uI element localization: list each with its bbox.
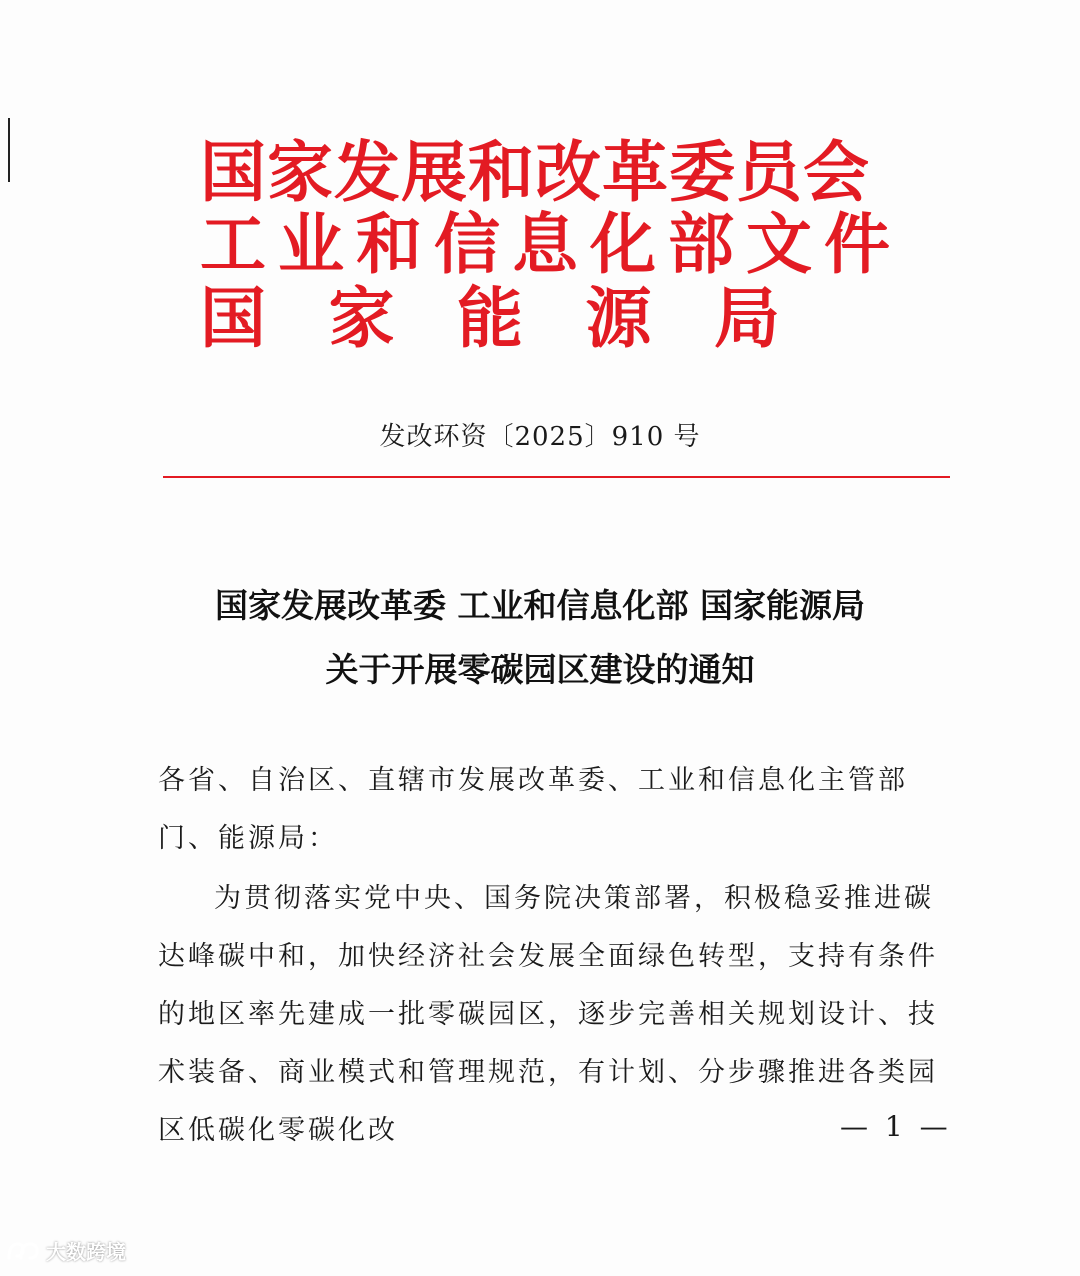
- issuer-line-2: 工业和信息化部文件: [200, 205, 902, 283]
- issuer-line-3-char: 国: [200, 279, 266, 357]
- issuer-line-3-char: 家: [328, 279, 395, 357]
- margin-mark: [8, 118, 10, 182]
- issuer-line-3-char: 局: [714, 279, 780, 357]
- notice-title-line-2: 关于开展零碳园区建设的通知: [325, 650, 755, 689]
- watermark-text: 大数跨境: [46, 1240, 126, 1264]
- brand-logo-icon: [6, 1238, 40, 1264]
- issuer-line-3: [200, 279, 780, 357]
- issuer-line-3-char: 源: [585, 279, 652, 357]
- document-number: 发改环资〔2025〕910 号: [379, 422, 701, 452]
- page-number: — 1 —: [840, 1110, 952, 1143]
- issuer-line-1: 国家发展和改革委员会: [200, 133, 870, 211]
- issuer-line-3-char: 能: [457, 279, 523, 357]
- watermark: [6, 1236, 126, 1265]
- salutation: 各省、自治区、直辖市发展改革委、工业和信息化主管部门、能源局：: [158, 765, 908, 854]
- red-divider: [163, 476, 950, 478]
- body-paragraph: 为贯彻落实党中央、国务院决策部署，积极稳妥推进碳达峰碳中和，加快经济社会发展全面绿色转型，支持有条件的地区率先建成一批零碳园区，逐步完善相关规划设计、技术装备、商业模式和管理规范，有计划、分步骤推进各类园区低碳化零碳化改: [158, 883, 938, 1146]
- notice-title-line-1: 国家发展改革委 工业和信息化部 国家能源局: [215, 586, 865, 625]
